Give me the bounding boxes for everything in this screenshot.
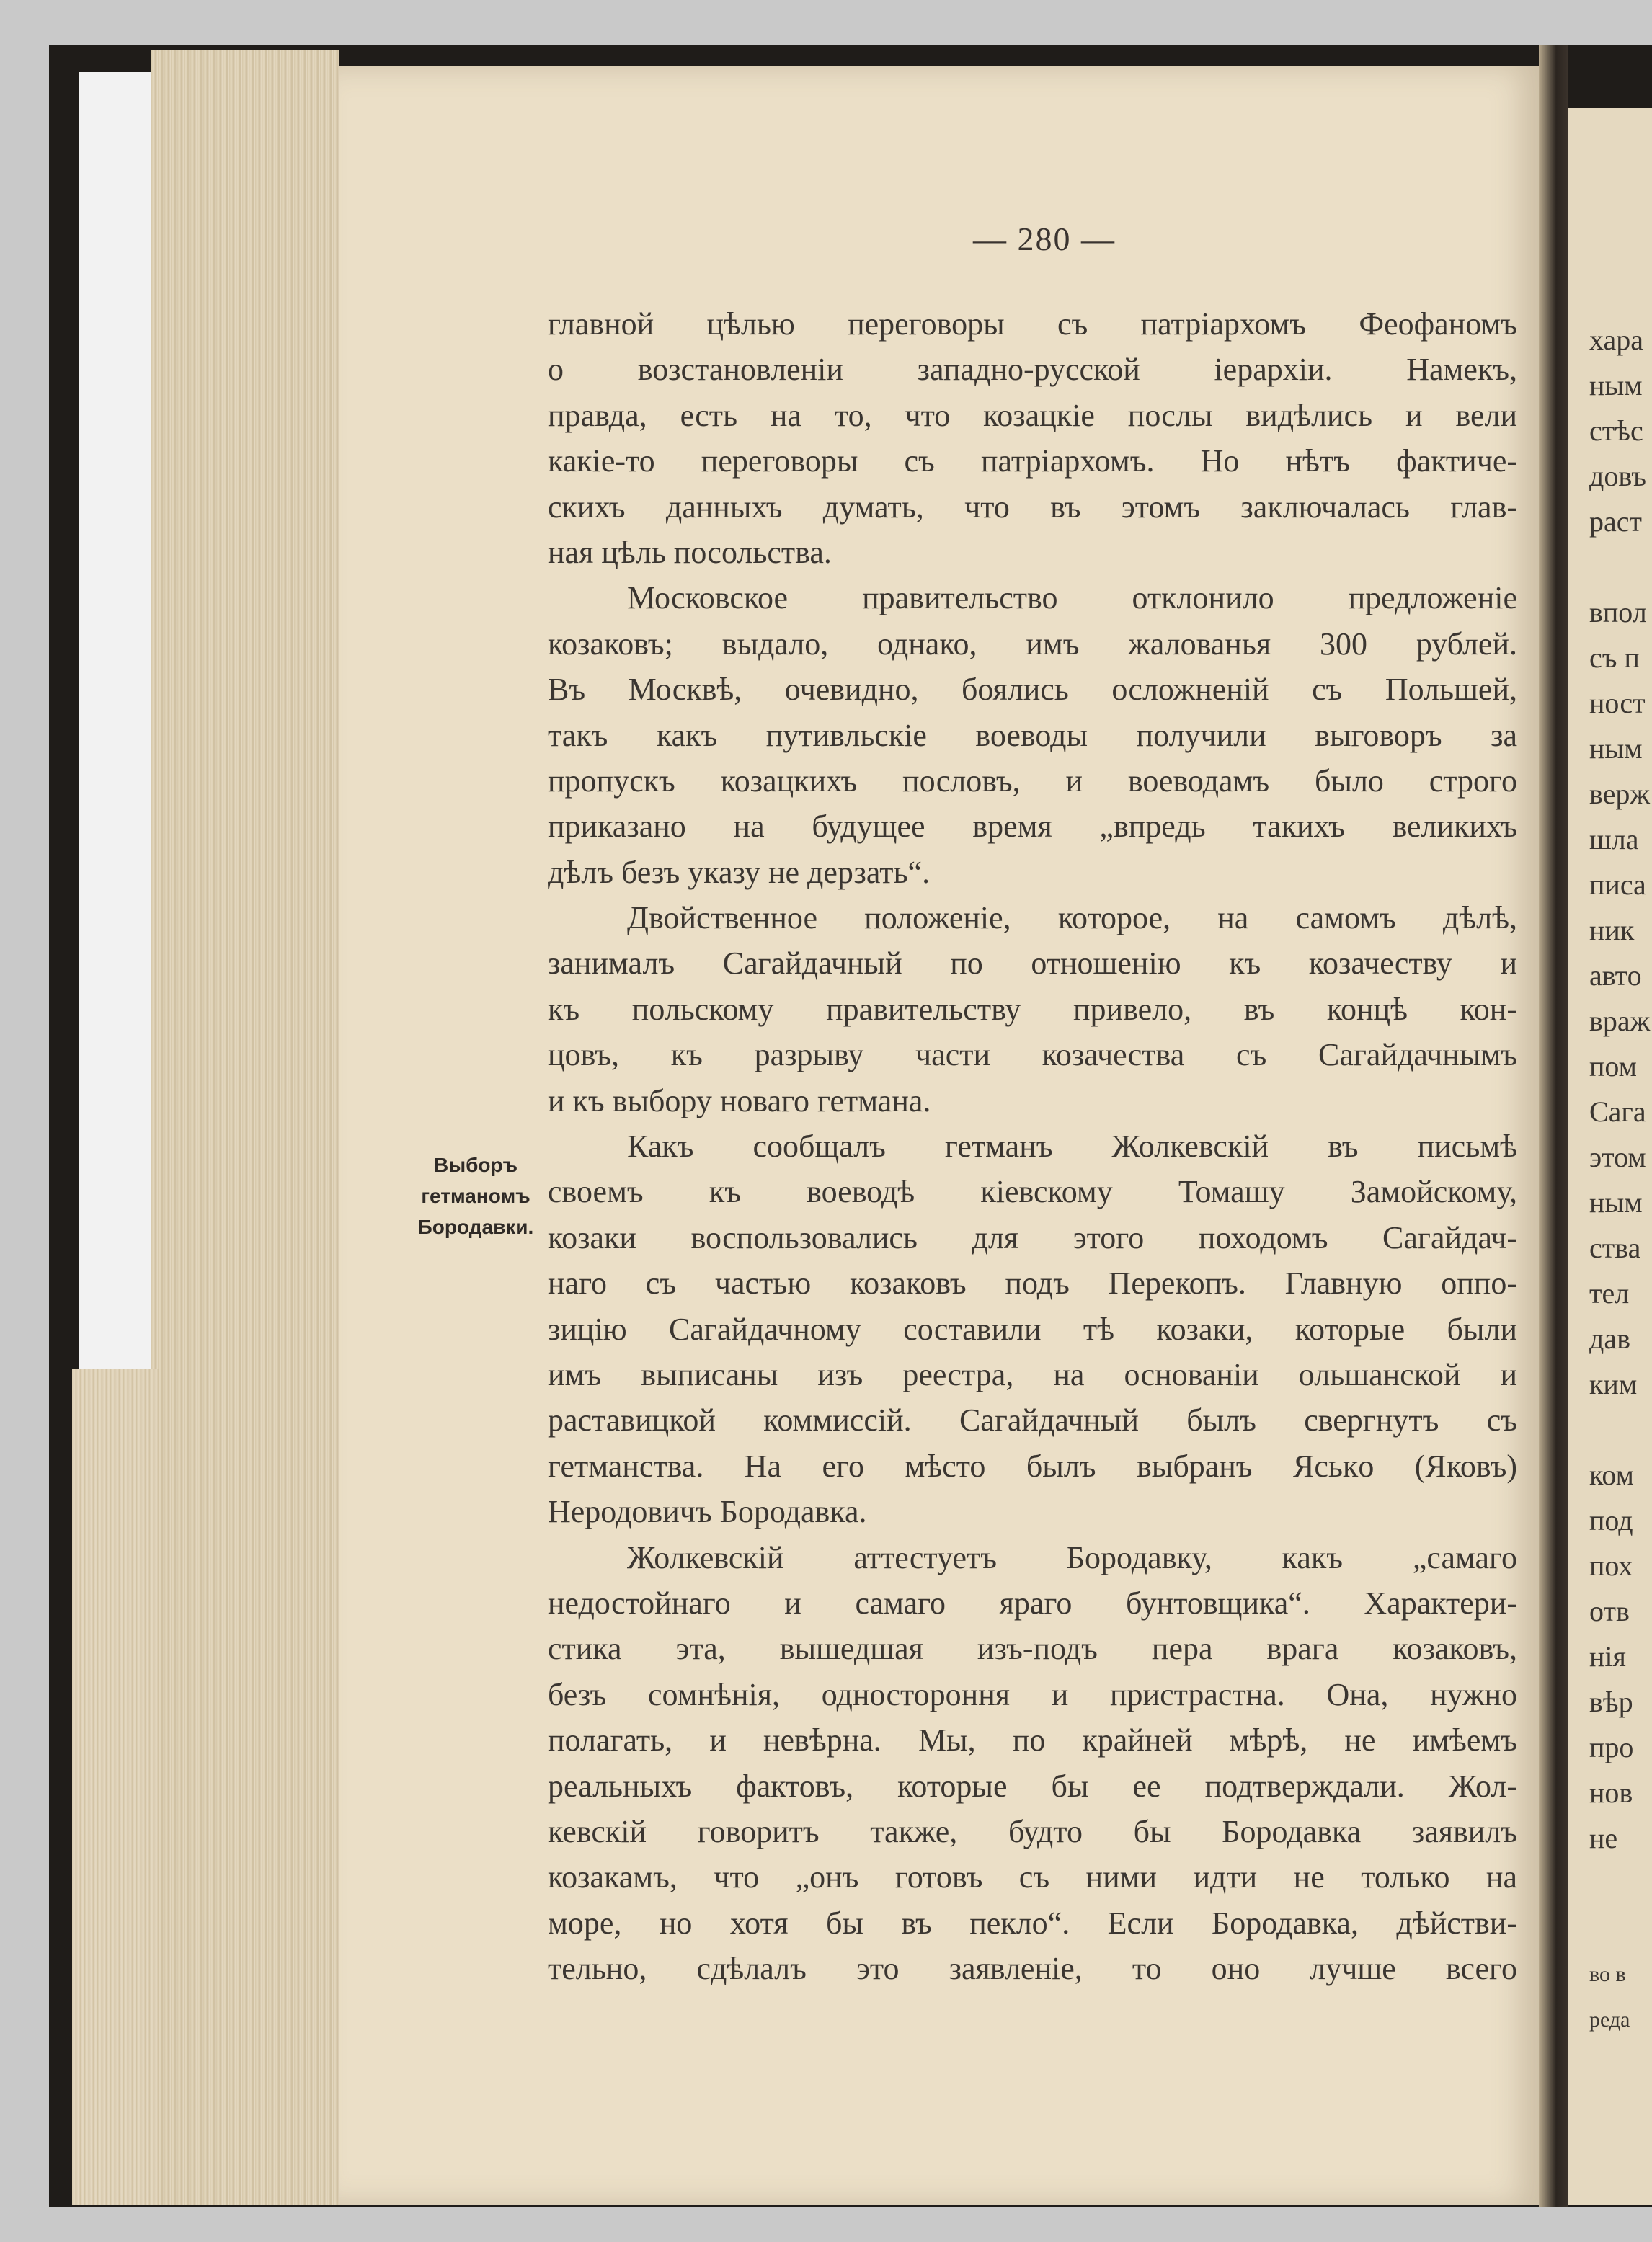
text-line: раставицкой коммиссій. Сагайдачный былъ свергнутъ съ [548,1402,1517,1438]
margin-note [404,1149,548,1242]
facing-page-fragment [1589,1861,1652,1906]
text-line: недостойнаго и самаго яраго бунтовщика“. Характери- [548,1585,1517,1621]
facing-page-fragment: нія [1589,1640,1626,1673]
text-line: и къ выбору новаго гетмана. [548,1082,931,1118]
text-line: тельно, сдѣлалъ это заявленіе, то оно лучше всего [548,1951,1517,1987]
page-edges [151,50,339,2205]
text-line: козаковъ; выдало, однако, имъ жалованья 300 рублей. [548,626,1517,662]
text-line: Въ Москвѣ, очевидно, боялись осложненій съ Польшей, [548,672,1517,708]
facing-page-fragment: ник [1589,914,1635,946]
text-line: море, но хотя бы въ пекло“. Если Бородавка, дѣйстви- [548,1905,1517,1941]
text-line: пропускъ козацкихъ пословъ, и воеводамъ было строго [548,762,1517,799]
facing-page-fragment: про [1589,1731,1634,1763]
margin-note-line: гетманомъ [421,1185,530,1207]
margin-note-line: Выборъ [433,1154,518,1176]
facing-page-fragment [1589,1906,1652,1952]
text-line: безъ сомнѣнія, одностороння и пристрастна. Она, нужно [548,1676,1517,1712]
facing-page-fragment: враж [1589,1005,1651,1037]
facing-page-fragment: шла [1589,823,1639,855]
text-line: Московское правительство отклонило предложеніе [627,580,1517,616]
text-line: гетманства. На его мѣсто былъ выбранъ Яськo (Яковъ) [548,1448,1517,1484]
facing-page-fragment: Сага [1589,1095,1646,1128]
text-line: какіе-то переговоры съ патріархомъ. Но нѣтъ фактиче- [548,443,1517,479]
facing-page-fragment: авто [1589,959,1642,992]
facing-page-fragment: ным [1589,732,1643,765]
facing-page-fragment: тел [1589,1277,1630,1309]
text-line: правда, есть на то, что козацкіе послы видѣлись и вели [548,397,1517,433]
facing-page-fragment: ком [1589,1459,1634,1491]
page-edges-lower [72,1369,159,2205]
text-line: зицію Сагайдачному составили тѣ козаки, которые были [548,1311,1517,1347]
text-line: о возстановленіи западно-русской іерархіи. Намекъ, [548,352,1517,388]
facing-page-fragment: писа [1589,868,1646,901]
text-line: скихъ данныхъ думать, что въ этомъ заключалась глав- [548,489,1517,525]
facing-page-fragment: ност [1589,687,1646,719]
facing-page-fragment: впол [1589,596,1647,628]
facing-page-text [1589,317,1652,2042]
text-line: къ польскому правительству привело, въ концѣ кон- [548,991,1517,1027]
facing-page-fragment: верж [1589,778,1651,810]
text-line: своемъ къ воеводѣ кіевскому Томашу Замойскому, [548,1174,1517,1210]
text-line: Двойственное положеніе, которое, на самомъ дѣлѣ, [627,900,1517,936]
facing-page-fragment: вѣр [1589,1686,1633,1718]
facing-page-fragment: отв [1589,1595,1630,1627]
text-line: стика эта, вышедшая изъ-подъ пера врага козаковъ, [548,1631,1517,1667]
text-line: такъ какъ путивльскіе воеводы получили выговоръ за [548,717,1517,753]
book-gutter [1539,45,1568,2207]
facing-page-fragment: этом [1589,1141,1646,1173]
text-line: полагать, и невѣрна. Мы, по крайней мѣрѣ, не имѣемъ [548,1722,1517,1758]
facing-page-fragment: ства [1589,1232,1641,1264]
facing-page-fragment: под [1589,1504,1633,1536]
text-line: кевскій говоритъ также, будто бы Бородавка заявилъ [548,1813,1517,1849]
text-line: приказано на будущее время „впредь такихъ великихъ [548,809,1517,845]
text-line: главной цѣлью переговоры съ патріархомъ Феофаномъ [548,306,1517,342]
text-line: ная цѣль посольства. [548,534,832,570]
text-line: имъ выписаны изъ реестра, на основаніи ольшанской и [548,1356,1517,1392]
text-line: реальныхъ фактовъ, которые бы ее подтверждали. Жол- [548,1768,1517,1804]
facing-page-fragment: раст [1589,505,1642,538]
facing-page-fragment: ным [1589,369,1643,401]
facing-page-fragment: дав [1589,1322,1630,1355]
text-line: Какъ сообщалъ гетманъ Жолкевскій въ письмѣ [627,1129,1517,1165]
text-line: козаки воспользовались для этого походомъ Сагайдач- [548,1219,1517,1255]
text-line: цовъ, къ разрыву части козачества съ Сагайдачнымъ [548,1037,1517,1073]
facing-page-fragment: реда [1589,2008,1630,2032]
facing-page-fragment: пох [1589,1549,1633,1582]
text-line: дѣлъ безъ указу не дерзать“. [548,854,931,890]
facing-page-fragment: довъ [1589,460,1646,492]
facing-page-fragment: ким [1589,1368,1638,1400]
page-number: — 280 — [973,221,1116,257]
facing-page-fragment: хара [1589,324,1643,356]
facing-page-fragment: съ п [1589,641,1640,674]
text-line: наго съ частью козаковъ подъ Перекопъ. Главную оппо- [548,1265,1517,1302]
facing-page-fragment: ным [1589,1186,1643,1219]
body-text [548,301,1517,1991]
facing-page-fragment: не [1589,1822,1618,1854]
facing-page-fragment: стѣс [1589,414,1643,447]
facing-page-fragment: пом [1589,1050,1637,1082]
margin-note-line: Бородавки. [417,1216,534,1238]
text-line: Жолкевскій аттестуетъ Бородавку, какъ „самаго [627,1539,1517,1575]
text-line: козакамъ, что „онъ готовъ съ ними идти не только на [548,1859,1517,1895]
facing-page-fragment [1589,544,1652,590]
text-line: занималъ Сагайдачный по отношенію къ козачеству и [548,946,1517,982]
text-line: Неродовичъ Бородавка. [548,1494,867,1530]
facing-page-fragment [1589,1407,1652,1452]
facing-page-fragment: нов [1589,1776,1633,1809]
facing-page-fragment: во в [1589,1962,1626,1986]
